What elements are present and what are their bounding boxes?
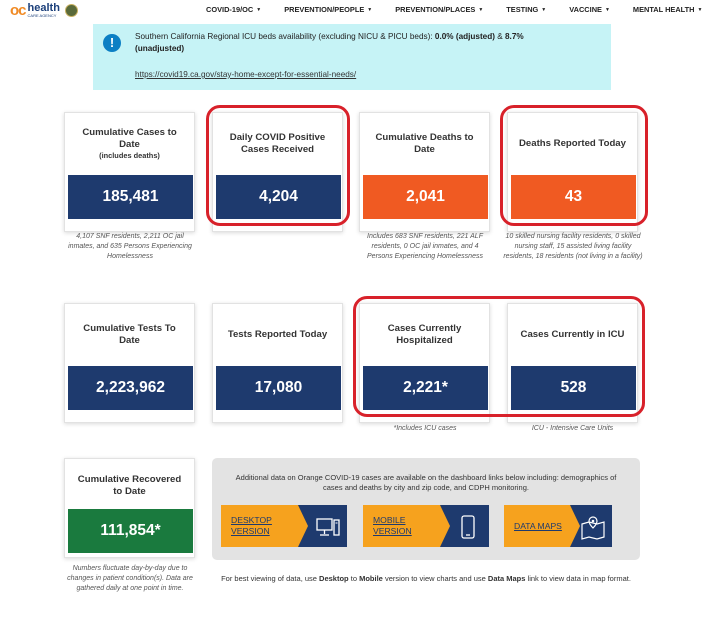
deaths-today-note: 10 skilled nursing facility residents, 0 skilled nursing staff, 15 assisted living facility residents, 18 residents (not living in a facility) <box>503 233 643 260</box>
card-title: Cumulative Recovered to Date <box>77 474 182 497</box>
chevron-down-icon: ▼ <box>256 6 262 13</box>
card-value: 185,481 <box>68 175 193 219</box>
card-title: Daily COVID Positive Cases Received <box>229 132 326 155</box>
nav-item-testing[interactable]: TESTING ▼ <box>506 5 547 14</box>
card-value: 2,221* <box>363 366 488 410</box>
card-title: Cases Currently in ICU <box>520 329 625 340</box>
recovered-note: Numbers fluctuate day-by-day due to changes in patient condition(s). Data are gathered daily at one point in time. <box>67 565 193 592</box>
card-value: 111,854* <box>68 509 193 553</box>
nav-item-covid19-oc[interactable]: COVID-19/OC ▼ <box>206 5 262 14</box>
data-maps-button[interactable]: DATA MAPS <box>504 505 612 547</box>
highlight-outline-hospital-icu <box>353 296 645 417</box>
card-cumulative-cases <box>64 112 195 232</box>
card-subtitle: (includes deaths) <box>99 151 160 160</box>
alert-value-adjusted: 0.0% (adjusted) <box>434 32 495 41</box>
card-value: 2,223,962 <box>68 366 193 410</box>
nav-item-prevention-people[interactable]: PREVENTION/PEOPLE ▼ <box>284 5 373 14</box>
card-value: 528 <box>511 366 636 410</box>
alert-text: Southern California Regional ICU beds availability (excluding NICU & PICU beds): 0.0% (adjusted) & 8.7% (unadjusted) <box>135 32 524 53</box>
chevron-down-icon: ▼ <box>604 6 610 13</box>
card-recovered <box>64 458 195 558</box>
highlight-outline-daily-cases <box>206 105 350 226</box>
nav-item-vaccine[interactable]: VACCINE ▼ <box>569 5 610 14</box>
alert-value-unadjusted: 8.7% (unadjusted) <box>135 32 524 53</box>
logo-subtext: CARE AGENCY <box>27 13 57 18</box>
nav-item-mental-health[interactable]: MENTAL HEALTH ▼ <box>632 5 702 14</box>
map-pin-icon <box>580 514 606 540</box>
card-title: Cases Currently Hospitalized <box>387 323 462 346</box>
card-title: Cumulative Tests To Date <box>83 323 176 346</box>
stay-home-link[interactable]: https://covid19.ca.gov/stay-home-except-for-essential-needs/ <box>135 70 357 79</box>
desktop-computer-icon <box>315 514 341 540</box>
hospitalized-note: *Includes ICU cases <box>393 425 457 432</box>
logo-wordmark: health <box>27 2 60 14</box>
highlight-outline-deaths-today <box>500 105 648 226</box>
card-title: Tests Reported Today <box>227 329 328 340</box>
card-title: Deaths Reported Today <box>519 138 626 149</box>
chevron-down-icon: ▼ <box>478 6 484 13</box>
main-nav <box>206 5 702 14</box>
chevron-down-icon: ▼ <box>697 6 702 13</box>
chevron-down-icon: ▼ <box>367 6 373 13</box>
logo-oc-mark: oc <box>10 2 26 19</box>
exclamation-icon: ! <box>103 34 121 52</box>
card-tests-today <box>212 303 343 423</box>
card-title: Cumulative Cases to Date <box>82 127 177 150</box>
chevron-down-icon: ▼ <box>541 6 547 13</box>
desktop-version-button[interactable]: DESKTOP VERSION <box>221 505 347 547</box>
card-title: Cumulative Deaths to Date <box>375 132 474 155</box>
icu-note: ICU - Intensive Care Units <box>531 425 614 432</box>
dashboard-description: Additional data on Orange COVID-19 cases are available on the dashboard links below including: demographics of cases and deaths by city and zip code, and CDPH monitoring. <box>235 473 617 492</box>
cumulative-deaths-note: Includes 683 SNF residents, 221 ALF residents, 0 OC jail inmates, and 4 Persons Experiencing Homelessness <box>367 233 483 260</box>
cumulative-cases-note: 4,107 SNF residents, 2,211 OC jail inmates, and 635 Persons Experiencing Homelessness <box>68 233 192 260</box>
card-value: 17,080 <box>216 366 341 410</box>
card-cumulative-tests <box>64 303 195 423</box>
top-bar <box>0 0 700 22</box>
icu-alert-banner <box>93 24 611 90</box>
card-cumulative-deaths <box>359 112 490 232</box>
card-value: 4,204 <box>216 175 341 219</box>
county-seal-icon <box>65 4 78 17</box>
mobile-version-button[interactable]: MOBILE VERSION <box>363 505 489 547</box>
dashboard-links-panel <box>212 458 640 560</box>
nav-item-prevention-places[interactable]: PREVENTION/PLACES ▼ <box>395 5 484 14</box>
mobile-phone-icon <box>455 514 481 540</box>
site-logo[interactable] <box>10 2 78 19</box>
viewing-tip: For best viewing of data, use Desktop to Mobile version to view charts and use Data Maps link to view data in map format. <box>221 574 631 583</box>
card-value: 2,041 <box>363 175 488 219</box>
card-value: 43 <box>511 175 636 219</box>
